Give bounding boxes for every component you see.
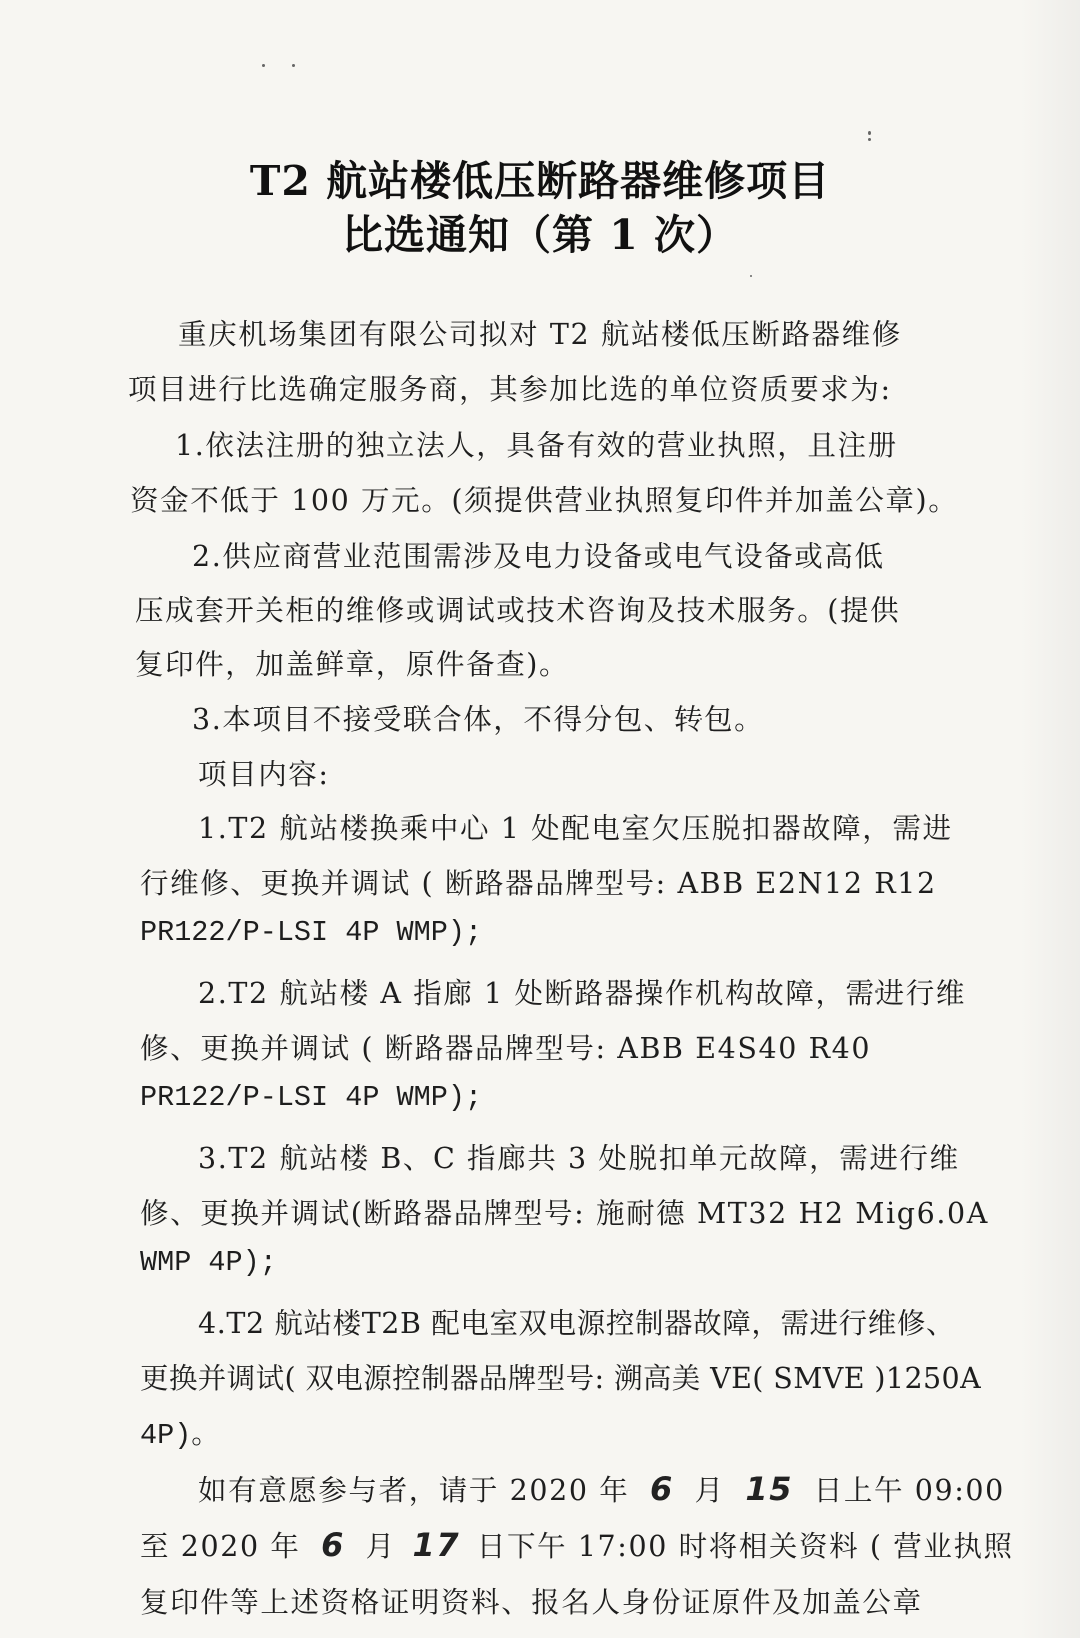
requirement-2-line-1: 2.供应商营业范围需涉及电力设备或电气设备或高低 — [192, 540, 885, 573]
closing-2-text-b: 月 — [365, 1530, 396, 1563]
document-title-line2: 比选通知（第 1 次） — [341, 211, 739, 259]
item-2-line-3: PR122/P-LSI 4P WMP); — [140, 1081, 483, 1114]
closing-2-text-a: 至 2020 年 — [140, 1530, 301, 1563]
handwritten-day-start: 15 — [745, 1470, 794, 1508]
closing-line-1 — [198, 1468, 1005, 1509]
requirement-2-line-2: 压成套开关柜的维修或调试或技术咨询及技术服务。(提供 — [135, 594, 901, 627]
intro-line-1: 重庆机场集团有限公司拟对 T2 航站楼低压断路器维修 — [178, 318, 902, 351]
item-2-line-2: 修、更换并调试 ( 断路器品牌型号: ABB E4S40 R40 — [140, 1032, 872, 1065]
item-3-line-2: 修、更换并调试(断路器品牌型号: 施耐德 MT32 H2 Mig6.0A — [140, 1197, 989, 1230]
item-2-line-1: 2.T2 航站楼 A 指廊 1 处断路器操作机构故障，需进行维 — [198, 977, 966, 1010]
requirement-1-line-2: 资金不低于 100 万元。(须提供营业执照复印件并加盖公章)。 — [130, 484, 959, 517]
requirement-3: 3.本项目不接受联合体，不得分包、转包。 — [192, 703, 765, 736]
handwritten-day-end: 17 — [412, 1526, 461, 1564]
handwritten-month-start: 6 — [650, 1470, 674, 1508]
item-4-line-2: 更换并调试( 双电源控制器品牌型号: 溯高美 VE( SMVE )1250A — [140, 1362, 982, 1395]
closing-line-2 — [140, 1524, 1014, 1565]
closing-1-text-c: 日上午 09:00 — [813, 1474, 1005, 1507]
requirement-2-line-3: 复印件，加盖鲜章，原件备查)。 — [135, 648, 570, 681]
handwritten-month-end: 6 — [321, 1526, 345, 1564]
closing-line-3: 复印件等上述资格证明资料、报名人身份证原件及加盖公章 — [140, 1586, 923, 1619]
scan-speck — [292, 64, 295, 67]
scan-speck — [868, 131, 871, 135]
item-4-line-1: 4.T2 航站楼T2B 配电室双电源控制器故障，需进行维修、 — [198, 1307, 956, 1340]
scan-speck — [750, 275, 752, 277]
item-1-line-3: PR122/P-LSI 4P WMP); — [140, 916, 483, 949]
content-heading: 项目内容: — [198, 758, 330, 791]
scan-speck — [868, 138, 871, 141]
item-3-line-1: 3.T2 航站楼 B、C 指廊共 3 处脱扣单元故障，需进行维 — [198, 1142, 960, 1175]
item-3-line-3: WMP 4P); — [140, 1246, 277, 1279]
scan-speck — [262, 64, 265, 67]
document-title-line1: T2 航站楼低压断路器维修项目 — [249, 157, 831, 205]
closing-1-text-b: 月 — [694, 1474, 725, 1507]
item-4-line-3: 4P)。 — [140, 1419, 220, 1452]
intro-line-2: 项目进行比选确定服务商，其参加比选的单位资质要求为: — [128, 373, 892, 406]
closing-2-text-c: 日下午 17:00 时将相关资料 ( 营业执照 — [476, 1530, 1014, 1563]
item-1-line-2: 行维修、更换并调试 ( 断路器品牌型号: ABB E2N12 R12 — [140, 867, 937, 900]
requirement-1-line-1: 1.依法注册的独立法人，具备有效的营业执照，且注册 — [175, 429, 898, 462]
item-1-line-1: 1.T2 航站楼换乘中心 1 处配电室欠压脱扣器故障，需进 — [198, 812, 953, 845]
closing-1-text-a: 如有意愿参与者，请于 2020 年 — [198, 1474, 630, 1507]
